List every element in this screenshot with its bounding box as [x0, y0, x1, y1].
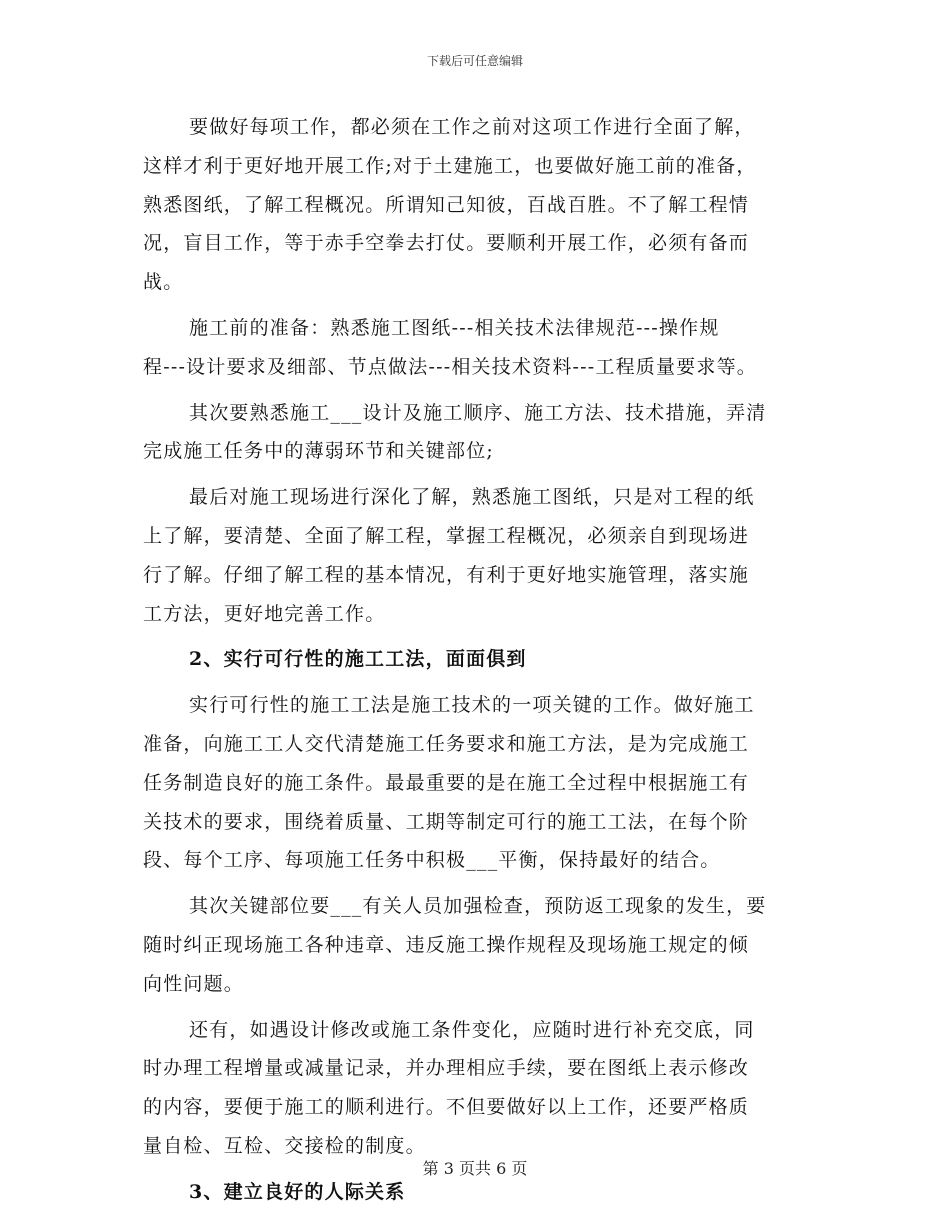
text-line: 量自检、互检、交接检的制度。 — [143, 1134, 426, 1157]
heading-text: 3、建立良好的人际关系 — [189, 1180, 406, 1203]
text-line: 施工前的准备：熟悉施工图纸---相关技术法律规范---操作规 — [189, 316, 720, 339]
text-line: 随时纠正现场施工各种违章、违反施工操作规程及现场施工规定的倾 — [143, 933, 750, 956]
heading-text: 2、实行可行性的施工工法，面面俱到 — [189, 648, 527, 671]
paragraph — [143, 478, 813, 633]
text-line: 其次关键部位要___有关人员加强检查，预防返工现象的发生，要 — [189, 895, 767, 918]
text-line: 其次要熟悉施工___设计及施工顺序、施工方法、技术措施，弄清 — [189, 401, 767, 424]
text-line: 准备，向施工工人交代清楚施工任务要求和施工方法，是为完成施工 — [143, 732, 750, 755]
text-line: 完成施工任务中的薄弱环节和关键部位; — [143, 440, 495, 463]
text-line: 这样才利于更好地开展工作;对于土建施工，也要做好施工前的准备， — [143, 154, 757, 177]
text-line: 要做好每项工作，都必须在工作之前对这项工作进行全面了解， — [189, 116, 755, 138]
page-header: 下载后可任意编辑 — [426, 54, 523, 68]
text-line: 最后对施工现场进行深化了解，熟悉施工图纸，只是对工程的纸 — [189, 486, 755, 509]
page-footer: 第 3 页共 6 页 — [422, 1159, 528, 1178]
text-line: 战。 — [143, 271, 184, 294]
text-line: 的内容，要便于施工的顺利进行。不但要做好以上工作，还要严格质 — [143, 1096, 750, 1119]
text-line: 熟悉图纸，了解工程概况。所谓知己知彼，百战百胜。不了解工程情 — [143, 193, 750, 216]
section-heading — [143, 640, 813, 679]
text-line: 任务制造良好的施工条件。最最重要的是在施工全过程中根据施工有 — [143, 771, 750, 794]
paragraph — [143, 1011, 813, 1166]
text-line: 向性问题。 — [143, 972, 245, 995]
paragraph — [143, 108, 813, 302]
paragraph — [143, 686, 813, 880]
text-line: 况，盲目工作，等于赤手空拳去打仗。要顺利开展工作，必须有备而 — [143, 232, 750, 255]
text-line: 还有，如遇设计修改或施工条件变化，应随时进行补充交底，同 — [189, 1018, 755, 1041]
text-line: 关技术的要求，围绕着质量、工期等制定可行的施工工法，在每个阶 — [143, 810, 750, 833]
text-line: 实行可行性的施工工法是施工技术的一项关键的工作。做好施工 — [189, 694, 755, 717]
paragraph — [143, 309, 813, 387]
paragraph — [143, 887, 813, 1003]
text-line: 上了解，要清楚、全面了解工程，掌握工程概况，必须亲自到现场进 — [143, 524, 750, 547]
text-line: 行了解。仔细了解工程的基本情况，有利于更好地实施管理，落实施 — [143, 563, 750, 586]
text-line: 时办理工程增量或减量记录，并办理相应手续，要在图纸上表示修改 — [143, 1057, 750, 1080]
text-line: 程---设计要求及细部、节点做法---相关技术资料---工程质量要求等。 — [143, 355, 757, 378]
paragraph — [143, 394, 813, 472]
text-line: 段、每个工序、每项施工任务中积极___平衡，保持最好的结合。 — [143, 849, 721, 872]
text-line: 工方法，更好地完善工作。 — [143, 602, 386, 625]
document-body — [143, 108, 813, 1219]
